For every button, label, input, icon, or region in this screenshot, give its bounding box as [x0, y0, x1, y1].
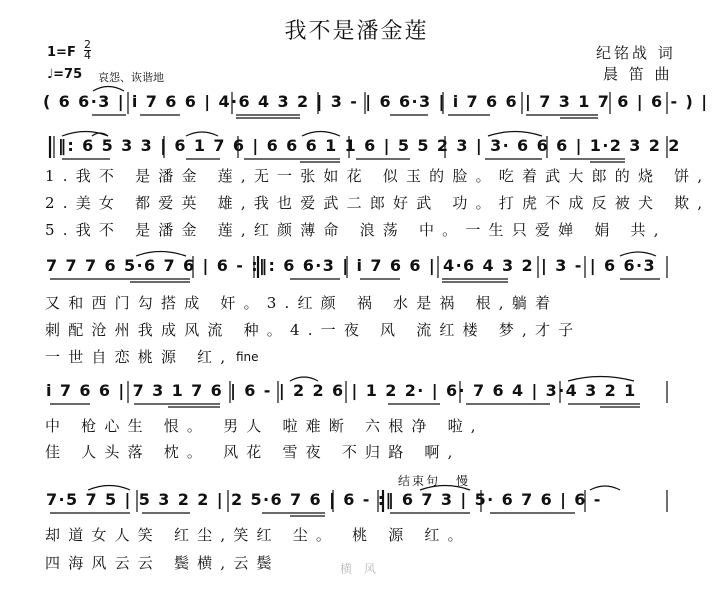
- score-line-1-notes: ( 6 6·3 | i 7 6 6 | 4·6 4 3 2 | 3 - | 6 6·3 | i 7 6 6 | 7 3 1 7 6 | 6 - ) |: [43, 92, 709, 111]
- score-line-5-lyric-1: 却道女人笑 红尘,笑红 尘。 桃 源 红。: [45, 526, 471, 544]
- time-signature-top: 2: [84, 38, 91, 51]
- composer-credit: 晨 笛 曲: [603, 65, 673, 83]
- score-line-3-lyric-3: 一世自恋桃源 红,: [45, 348, 234, 366]
- score-line-5-notes: 7·5 7 5 | 5 3 2 2 | 2 5·6 7 6 | 6 - :‖ 6 7 3 | 5· 6 7 6 | 6 -: [46, 490, 602, 509]
- score-line-2-notes: ‖: 6 5 3 3 | 6 1 7 6 | 6 6 6 1 1 6 | 5 5 2 3 | 3· 6 6 6 | 1·2 3 2 2: [58, 136, 681, 155]
- score-line-5-lyric-2: 四海风云云 鬓横,云鬓: [45, 554, 280, 572]
- score-line-3-notes: 7 7 7 6 5·6 7 6 | 6 - :‖: 6 6·3 | i 7 6 6 | 4·6 4 3 2 | 3 - | 6 6·3: [46, 256, 657, 275]
- score-line-2-lyric-2: 2.美女 都爱英 雄,我也爱武二郎好武 功。打虎不成反被犬 欺,: [45, 194, 711, 212]
- score-line-4-lyric-2: 佳 人头落 枕。 风花 雪夜 不归路 啊,: [45, 443, 461, 461]
- score-line-2-lyric-1: 1.我不 是潘金 莲,无一张如花 似玉的脸。吃着武大郎的烧 饼,: [45, 167, 711, 185]
- ending-phrase-marking: 结束句: [398, 474, 441, 488]
- fine-marking: fine: [236, 350, 259, 364]
- score-line-5-lyric-2-cutoff: 横 风: [340, 562, 380, 576]
- time-signature-bottom: 4: [84, 49, 91, 62]
- key-signature: 1=F: [47, 45, 76, 60]
- score-line-4-lyric-1: 中 枪心生 恨。 男人 啦难断 六根净 啦,: [45, 417, 484, 435]
- score-line-3-lyric-2: 刺配沧州我成风流 种。4.一夜 风 流红楼 梦,才子: [45, 321, 582, 339]
- time-signature: [84, 40, 91, 61]
- song-title: 我不是潘金莲: [284, 19, 429, 44]
- expression-marking: 哀怨、诙谐地: [98, 71, 164, 84]
- lyricist-credit: 纪铭战 词: [596, 44, 676, 62]
- score-line-4-notes: i 7 6 6 | 7 3 1 7 6 | 6 - | 2 2 6 | 1 2 2· | 6· 7 6 4 | 3·4 3 2 1: [46, 381, 637, 400]
- tempo-marking: ♩=75: [47, 67, 83, 82]
- score-line-2-lyric-3: 5.我不 是潘金 莲,红颜薄命 浪荡 中。一生只爱婵 娟 共,: [45, 221, 667, 239]
- score-line-3-lyric-1: 又和西门勾搭成 奸。3.红颜 祸 水是祸 根,躺着: [45, 294, 559, 312]
- slow-tempo-marking: 慢: [456, 474, 471, 488]
